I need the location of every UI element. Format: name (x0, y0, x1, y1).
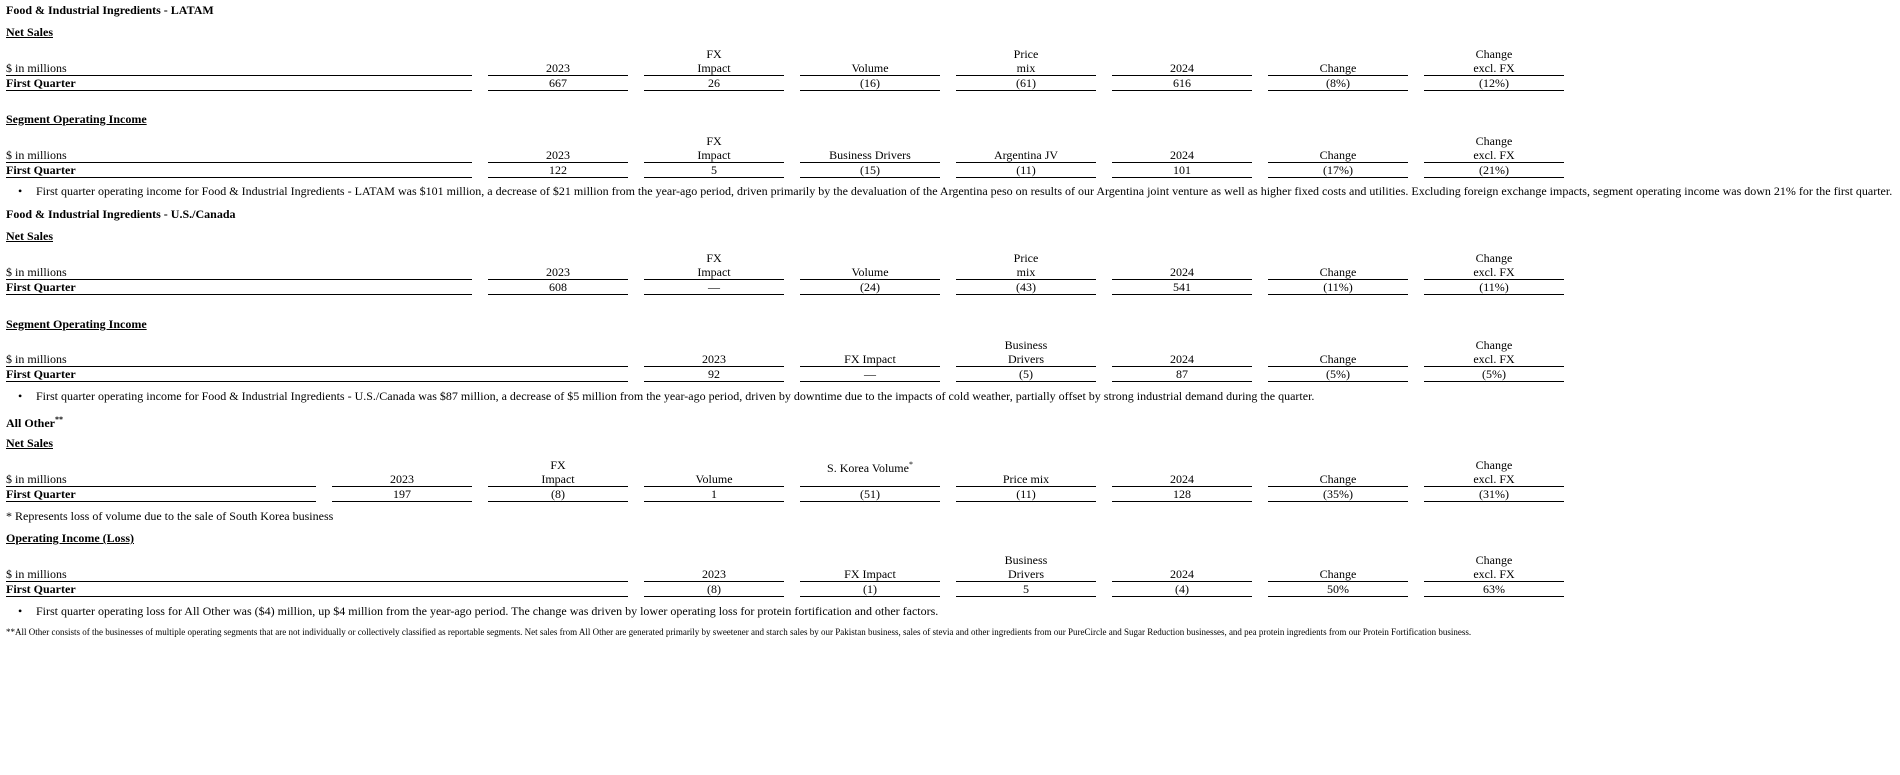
column-header-line2: mix (1016, 265, 1036, 279)
table-cell: (35%) (1323, 487, 1353, 501)
table-cell: (11%) (1323, 280, 1353, 294)
column-header-line2: Change (1319, 472, 1357, 486)
table-cell: (8) (707, 582, 721, 596)
table-cell: 1 (711, 487, 717, 501)
row-rule (800, 294, 940, 295)
row-label-header: $ in millions (6, 567, 67, 581)
footnote-star: * Represents loss of volume due to the sale of South Korea business (6, 509, 334, 523)
table-cell: — (708, 280, 720, 294)
row-rule (1112, 596, 1252, 597)
table-cell: (15) (860, 163, 880, 177)
row-label-header: $ in millions (6, 472, 67, 486)
column-header-line2: Change (1319, 265, 1357, 279)
section-title-latam: Food & Industrial Ingredients - LATAM (6, 3, 214, 17)
column-header-line2: 2024 (1170, 148, 1194, 162)
column-header-line2: mix (1016, 61, 1036, 75)
header-rule (6, 581, 628, 582)
heading-uscan-net-sales: Net Sales (6, 229, 53, 243)
column-header-line2: 2023 (546, 265, 570, 279)
column-header-line1: FX (706, 251, 722, 265)
row-rule (644, 90, 784, 91)
column-header-line2: 2024 (1170, 472, 1194, 486)
row-label-header: $ in millions (6, 352, 67, 366)
column-header-line1: FX (706, 47, 722, 61)
row-rule (6, 90, 472, 91)
table-cell: 92 (708, 367, 720, 381)
column-header-line2: FX Impact (844, 352, 896, 366)
column-header-line2: Change (1319, 61, 1357, 75)
column-header-line2: 2023 (390, 472, 414, 486)
heading-uscan-soi: Segment Operating Income (6, 317, 147, 331)
column-header-line1: Change (1475, 553, 1513, 567)
column-header-line2: excl. FX (1473, 472, 1515, 486)
table-cell: 541 (1173, 280, 1191, 294)
row-rule (488, 501, 628, 502)
row-rule (488, 294, 628, 295)
bullet-all-other: • First quarter operating loss for All Other was ($4) million, up $4 million from the year-ago period. The change was driven by lower operating loss for protein fortification and other factors. (36, 604, 938, 618)
table-cell: (11) (1016, 487, 1036, 501)
column-header-line2: Volume (851, 265, 889, 279)
row-label: First Quarter (6, 163, 76, 177)
section-title-uscan: Food & Industrial Ingredients - U.S./Canada (6, 207, 236, 221)
row-rule (800, 90, 940, 91)
column-header-line2: Drivers (1008, 567, 1044, 581)
table-cell: (8%) (1326, 76, 1350, 90)
row-rule (488, 177, 628, 178)
table-cell: (5%) (1326, 367, 1350, 381)
table-cell: 128 (1173, 487, 1191, 501)
column-header-line2: Impact (697, 148, 731, 162)
row-rule (956, 381, 1096, 382)
table-cell: (24) (860, 280, 880, 294)
column-header-line2: Change (1319, 567, 1357, 581)
row-rule (956, 90, 1096, 91)
column-header-line2: Change (1319, 352, 1357, 366)
table-cell: (11%) (1479, 280, 1509, 294)
row-rule (956, 501, 1096, 502)
row-rule (800, 596, 940, 597)
column-header-line1: Price (1013, 47, 1039, 61)
row-rule (1424, 501, 1564, 502)
table-cell: (16) (860, 76, 880, 90)
column-header-line2: 2023 (702, 567, 726, 581)
table-cell: 197 (393, 487, 411, 501)
row-rule (1268, 501, 1408, 502)
section-title-all-other: All Other** (6, 415, 63, 430)
column-header-line1: Business (1004, 338, 1048, 352)
row-rule (1268, 90, 1408, 91)
bullet-uscan: • First quarter operating income for Food & Industrial Ingredients - U.S./Canada was $87 million, a decrease of $5 million from the year-ago period, driven by downtime due to the impacts of cold weather, partially offset by strong industrial demand during the quarter. (36, 389, 1314, 403)
column-header-line2: 2023 (546, 61, 570, 75)
column-header-line2: excl. FX (1473, 61, 1515, 75)
row-rule (6, 596, 628, 597)
table-cell: (21%) (1479, 163, 1509, 177)
row-label: First Quarter (6, 280, 76, 294)
table-cell: (43) (1016, 280, 1036, 294)
row-rule (1424, 294, 1564, 295)
table-cell: (1) (863, 582, 877, 596)
row-rule (1268, 381, 1408, 382)
row-rule (956, 596, 1096, 597)
column-header-line1: FX (550, 458, 566, 472)
row-rule (644, 381, 784, 382)
table-cell: 63% (1483, 582, 1505, 596)
column-header-line2: Impact (697, 265, 731, 279)
row-rule (6, 381, 628, 382)
column-header-line1: FX (706, 134, 722, 148)
column-header-line1: Price (1013, 251, 1039, 265)
column-header-line1: Change (1475, 338, 1513, 352)
row-rule (1424, 381, 1564, 382)
table-cell: 667 (549, 76, 567, 90)
column-header-line2: excl. FX (1473, 567, 1515, 581)
column-header-line2: 2024 (1170, 352, 1194, 366)
column-header-line2: excl. FX (1473, 148, 1515, 162)
row-label-header: $ in millions (6, 265, 67, 279)
table-cell: (4) (1175, 582, 1189, 596)
row-rule (1112, 501, 1252, 502)
row-rule (1112, 90, 1252, 91)
row-rule (644, 501, 784, 502)
table-cell: 122 (549, 163, 567, 177)
heading-latam-soi: Segment Operating Income (6, 112, 147, 126)
table-cell: 26 (708, 76, 720, 90)
table-cell: 101 (1173, 163, 1191, 177)
table-cell: (8) (551, 487, 565, 501)
row-rule (6, 177, 472, 178)
row-rule (800, 177, 940, 178)
table-cell: (17%) (1323, 163, 1353, 177)
column-header-line2: 2024 (1170, 567, 1194, 581)
column-header-line2: Impact (541, 472, 575, 486)
table-cell: 87 (1176, 367, 1188, 381)
row-rule (956, 294, 1096, 295)
table-cell: (61) (1016, 76, 1036, 90)
row-label-header: $ in millions (6, 148, 67, 162)
table-cell: 5 (1023, 582, 1029, 596)
column-header-line2: Volume (851, 61, 889, 75)
row-rule (1112, 294, 1252, 295)
row-rule (332, 501, 472, 502)
row-rule (644, 177, 784, 178)
column-header-line2: 2023 (702, 352, 726, 366)
column-header-line2: 2023 (546, 148, 570, 162)
column-header-line2: 2024 (1170, 61, 1194, 75)
table-cell: (5%) (1482, 367, 1506, 381)
bullet-latam: • First quarter operating income for Food & Industrial Ingredients - LATAM was $101 million, a decrease of $21 million from the year-ago period, driven primarily by the devaluation of the Argentina peso on results of our Argentina joint venture as well as higher fixed costs and utilities. Excluding foreign exchange impacts, segment operating income was down 21% for the first quarter. (36, 184, 1892, 198)
column-header-line2: Business Drivers (829, 148, 911, 162)
row-rule (800, 381, 940, 382)
column-header-line1: Change (1475, 134, 1513, 148)
row-label: First Quarter (6, 76, 76, 90)
heading-all-other-oi: Operating Income (Loss) (6, 531, 134, 545)
footnote-double-star: **All Other consists of the businesses of multiple operating segments that are not individually or collectively classified as reportable segments. Net sales from All Other are generated primarily by sweetener and starch sales by our Pakistan business, sales of stevia and other ingredients from our PureCircle and Sugar Reduction businesses, and pea protein ingredients from our Protein Fortification business. (6, 627, 1472, 637)
row-label: First Quarter (6, 487, 76, 501)
row-rule (1268, 596, 1408, 597)
column-header-line2: Impact (697, 61, 731, 75)
table-cell: 608 (549, 280, 567, 294)
column-header-line2: Argentina JV (993, 148, 1059, 162)
row-rule (644, 596, 784, 597)
table-cell: 616 (1173, 76, 1191, 90)
row-rule (1424, 90, 1564, 91)
column-header-line2: Volume (695, 472, 733, 486)
column-header-line2: Price mix (1002, 472, 1050, 486)
table-cell: (5) (1019, 367, 1033, 381)
column-header-line1: Change (1475, 251, 1513, 265)
header-rule (6, 366, 628, 367)
row-rule (1268, 177, 1408, 178)
column-header-line2: excl. FX (1473, 352, 1515, 366)
column-header-line2: 2024 (1170, 265, 1194, 279)
row-label: First Quarter (6, 367, 76, 381)
table-cell: — (864, 367, 876, 381)
table-cell: 5 (711, 163, 717, 177)
row-rule (956, 177, 1096, 178)
row-rule (1112, 381, 1252, 382)
column-header-line2: excl. FX (1473, 265, 1515, 279)
table-cell: 50% (1327, 582, 1349, 596)
row-rule (1424, 177, 1564, 178)
table-cell: (31%) (1479, 487, 1509, 501)
row-rule (1424, 596, 1564, 597)
table-cell: (51) (860, 487, 880, 501)
row-rule (1112, 177, 1252, 178)
column-header-line1: Change (1475, 458, 1513, 472)
column-header-line1: S. Korea Volume* (827, 460, 913, 475)
row-rule (6, 501, 316, 502)
heading-latam-net-sales: Net Sales (6, 25, 53, 39)
row-rule (1268, 294, 1408, 295)
table-cell: (11) (1016, 163, 1036, 177)
row-rule (644, 294, 784, 295)
row-rule (800, 501, 940, 502)
row-label: First Quarter (6, 582, 76, 596)
column-header-line1: Business (1004, 553, 1048, 567)
column-header-line2: Change (1319, 148, 1357, 162)
heading-all-other-net-sales: Net Sales (6, 436, 53, 450)
column-header-line2: Drivers (1008, 352, 1044, 366)
table-cell: (12%) (1479, 76, 1509, 90)
row-rule (488, 90, 628, 91)
row-rule (6, 294, 472, 295)
column-header-line2: FX Impact (844, 567, 896, 581)
column-header-line1: Change (1475, 47, 1513, 61)
row-label-header: $ in millions (6, 61, 67, 75)
